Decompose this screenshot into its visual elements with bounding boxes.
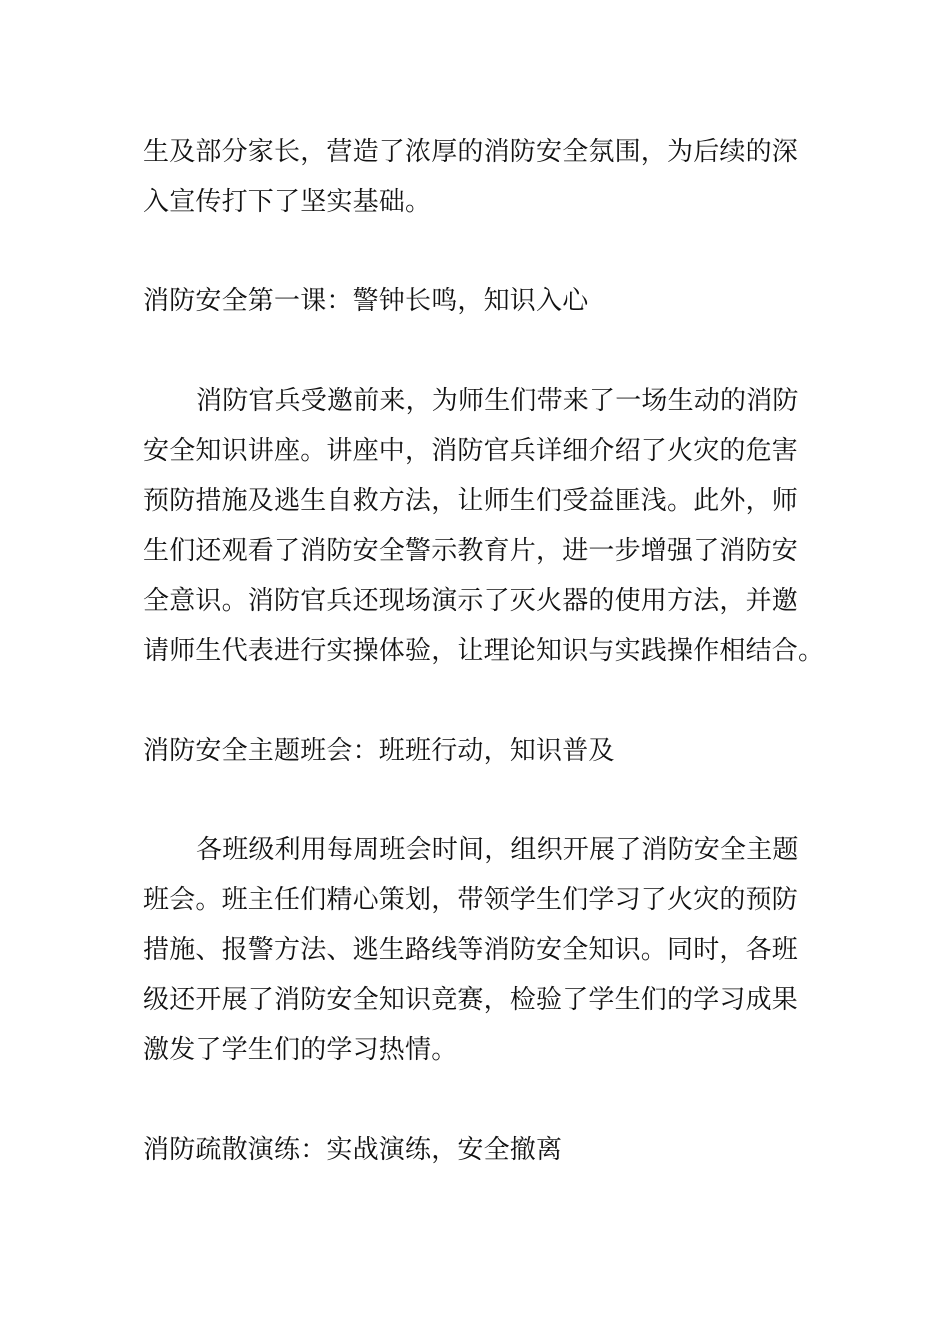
section1-line-5: 全意识。消防官兵还现场演示了灭火器的使用方法，并邀 (143, 586, 799, 616)
intro-line-2: 入宣传打下了坚实基础。 (143, 187, 432, 217)
section1-heading: 消防安全第一课：警钟长鸣，知识入心 (143, 286, 589, 316)
section2-line-2: 班会。班主任们精心策划，带领学生们学习了火灾的预防 (143, 885, 799, 915)
section1-line-2: 安全知识讲座。讲座中，消防官兵详细介绍了火灾的危害 (143, 436, 799, 466)
intro-line-1: 生及部分家长，营造了浓厚的消防安全氛围，为后续的深 (143, 137, 799, 167)
section2-line-4: 级还开展了消防安全知识竞赛，检验了学生们的学习成果 (143, 985, 799, 1015)
section1-line-6: 请师生代表进行实操体验，让理论知识与实践操作相结合。 (143, 636, 825, 666)
section3-heading: 消防疏散演练：实战演练，安全撤离 (143, 1135, 563, 1165)
section2-line-1: 各班级利用每周班会时间，组织开展了消防安全主题 (196, 835, 799, 865)
section1-line-3: 预防措施及逃生自救方法，让师生们受益匪浅。此外，师 (143, 486, 799, 516)
section1-line-1: 消防官兵受邀前来，为师生们带来了一场生动的消防 (196, 386, 799, 416)
section1-line-4: 生们还观看了消防安全警示教育片，进一步增强了消防安 (143, 536, 799, 566)
section2-heading: 消防安全主题班会：班班行动，知识普及 (143, 736, 615, 766)
section2-line-5: 激发了学生们的学习热情。 (143, 1035, 458, 1065)
section2-line-3: 措施、报警方法、逃生路线等消防安全知识。同时，各班 (143, 935, 799, 965)
